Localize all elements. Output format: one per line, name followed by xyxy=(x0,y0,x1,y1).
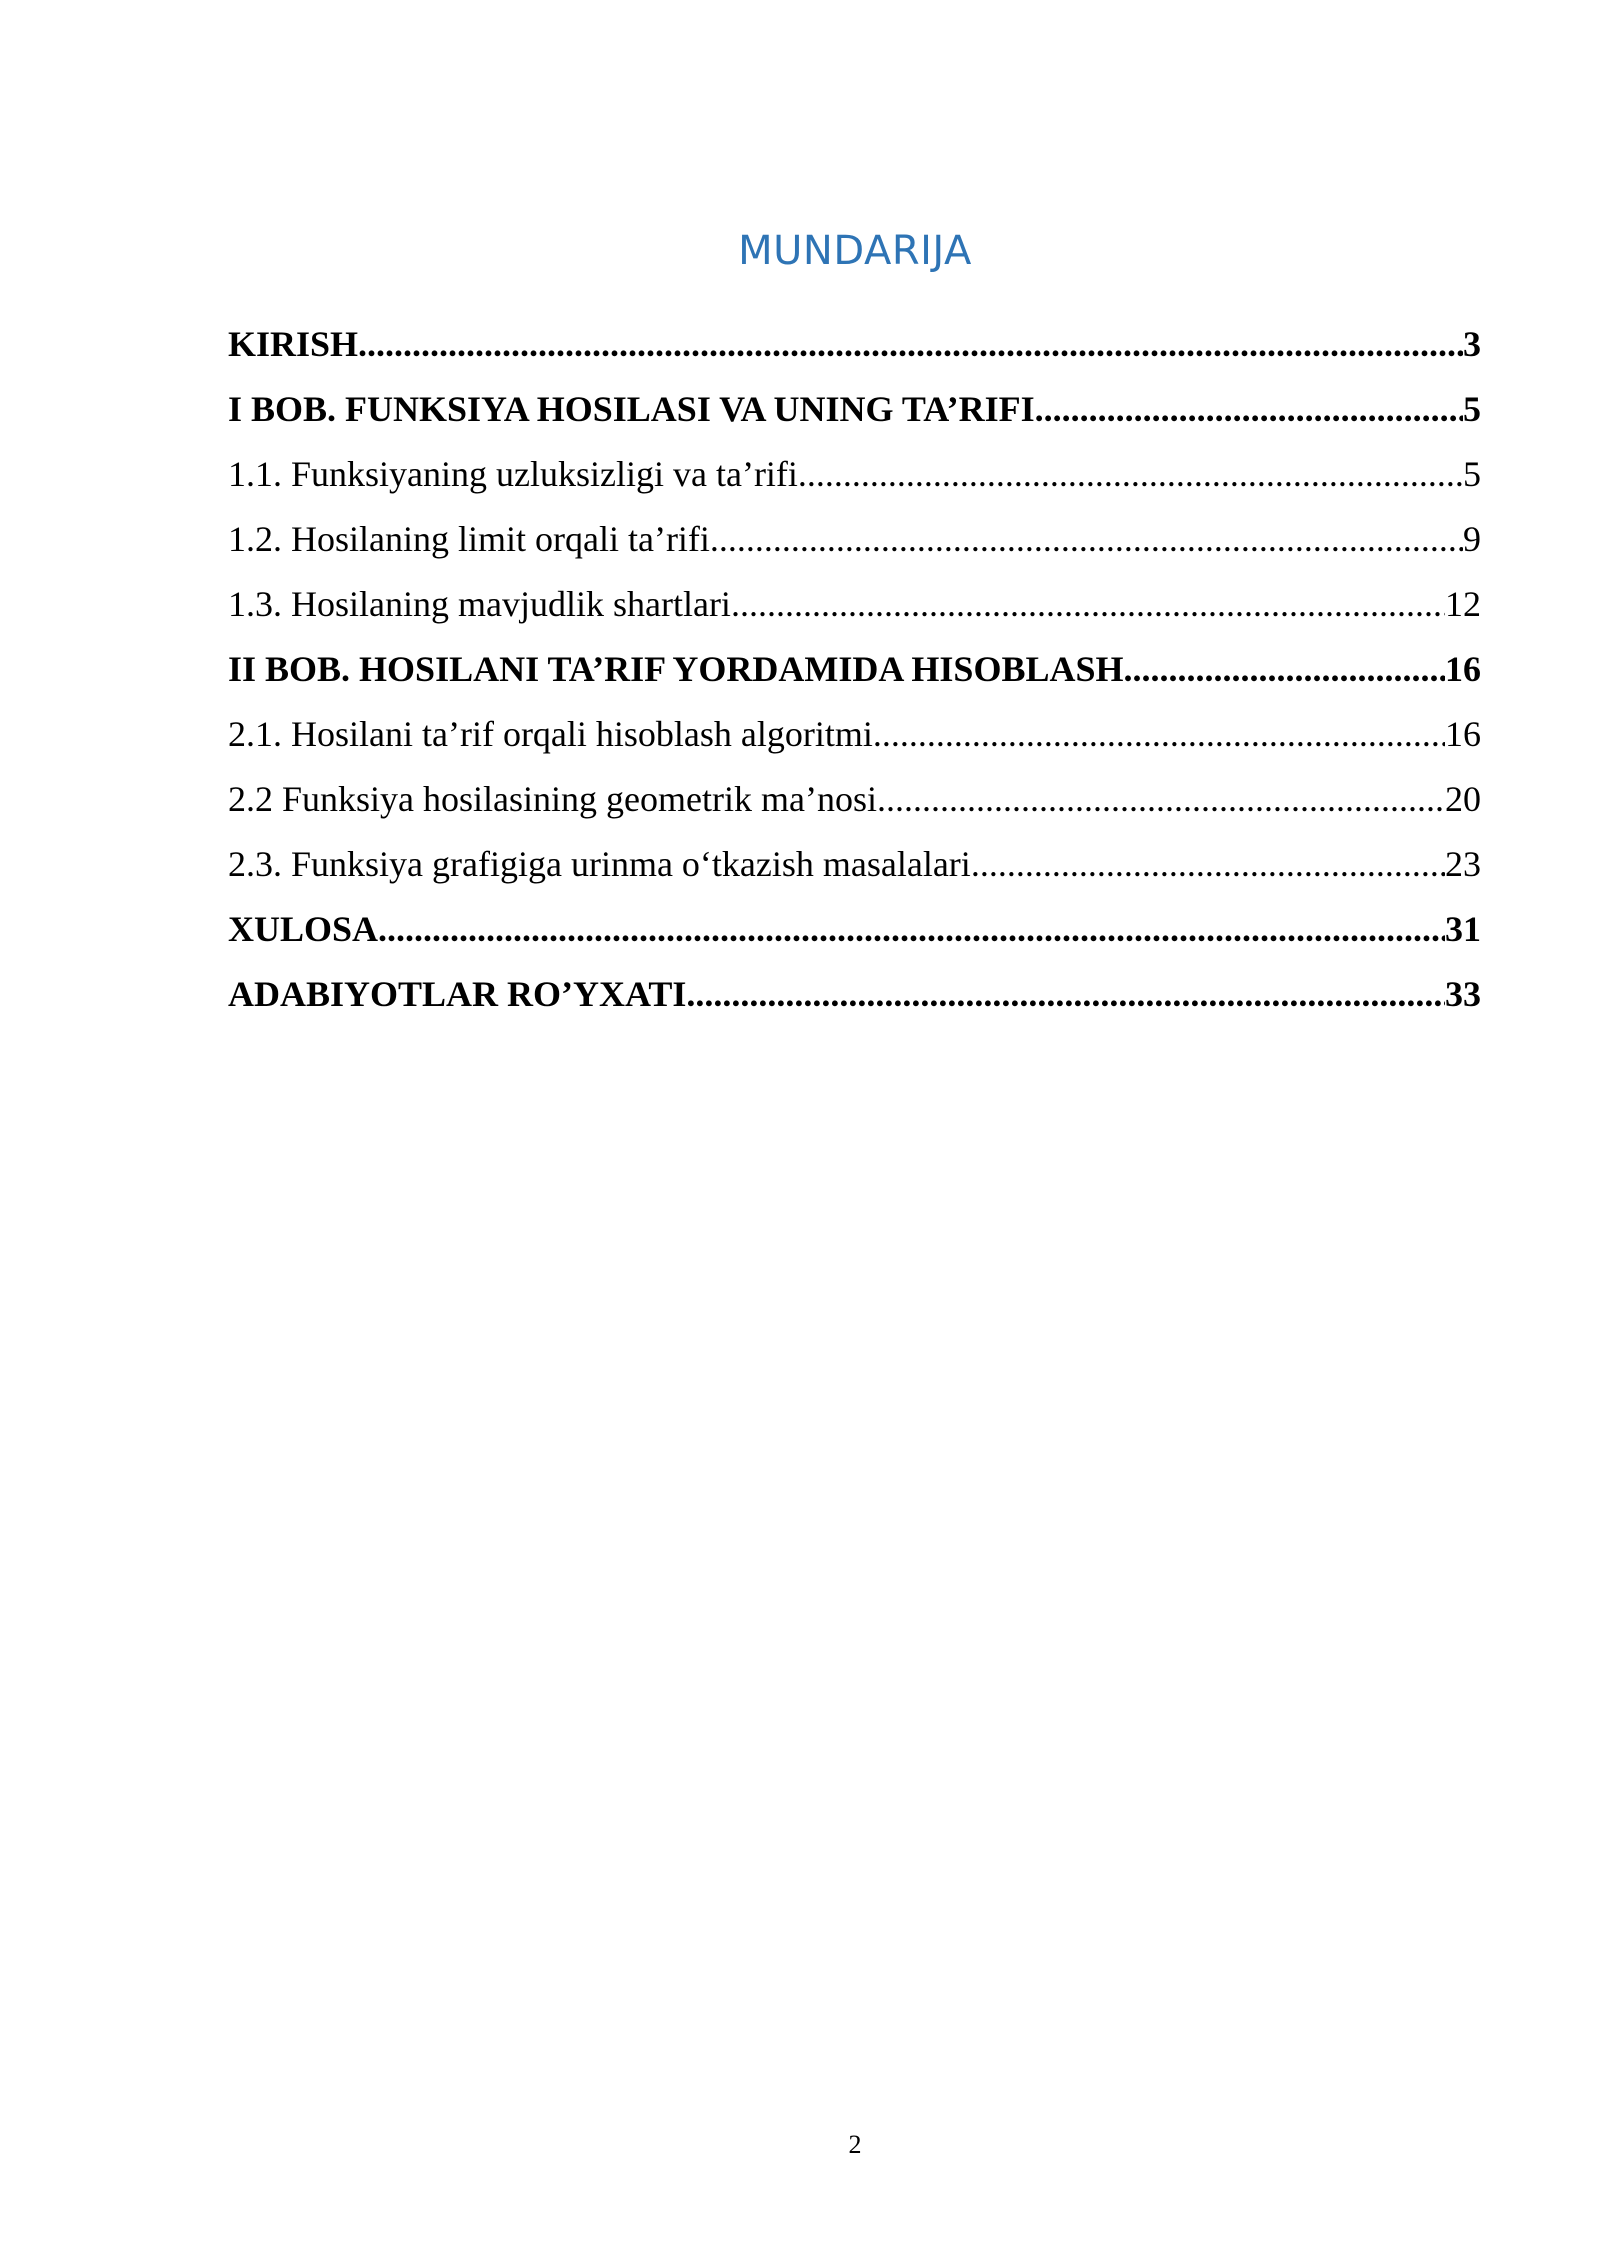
toc-entry[interactable] xyxy=(228,637,1481,702)
toc-entry-page: 20 xyxy=(1445,779,1481,819)
toc-entry[interactable] xyxy=(228,702,1481,767)
toc-entry-label: 2.3. Funksiya grafigiga urinma o‘tkazish masalalari xyxy=(228,844,971,884)
toc-entry-page: 16 xyxy=(1445,714,1481,754)
toc-leader-dots xyxy=(877,767,1445,832)
toc-entry-label: 2.1. Hosilani ta’rif orqali hisoblash algoritmi xyxy=(228,714,873,754)
toc-entry[interactable] xyxy=(228,897,1481,962)
toc-leader-dots xyxy=(710,507,1463,572)
toc-entry[interactable] xyxy=(228,767,1481,832)
toc-entry[interactable] xyxy=(228,962,1481,1027)
toc-entry-label: KIRISH xyxy=(228,324,359,364)
toc-leader-dots xyxy=(1035,377,1463,442)
toc-entry-label: 2.2 Funksiya hosilasining geometrik ma’nosi xyxy=(228,779,877,819)
toc-leader-dots xyxy=(378,897,1445,962)
toc-entry-label: II BOB. HOSILANI TA’RIF YORDAMIDA HISOBLASH xyxy=(228,649,1124,689)
toc-entry-page: 16 xyxy=(1445,649,1481,689)
toc-leader-dots xyxy=(798,442,1463,507)
toc-leader-dots xyxy=(731,572,1445,637)
toc-entry[interactable] xyxy=(228,312,1481,377)
toc-entry-page: 23 xyxy=(1445,844,1481,884)
toc-entry-label: I BOB. FUNKSIYA HOSILASI VA UNING TA’RIFI xyxy=(228,389,1035,429)
toc-entry[interactable] xyxy=(228,832,1481,897)
toc-leader-dots xyxy=(1124,637,1446,702)
toc-heading: MUNDARIJA xyxy=(738,228,972,274)
toc-entry-page: 9 xyxy=(1463,519,1481,559)
toc-entry-page: 5 xyxy=(1463,389,1481,429)
toc-leader-dots xyxy=(873,702,1445,767)
toc-leader-dots xyxy=(971,832,1445,897)
toc-entry[interactable] xyxy=(228,377,1481,442)
toc-entry[interactable] xyxy=(228,442,1481,507)
toc-entry-label: ADABIYOTLAR RO’YXATI xyxy=(228,974,687,1014)
toc-entry-page: 31 xyxy=(1445,909,1481,949)
toc-entry-page: 12 xyxy=(1445,584,1481,624)
toc-entry-page: 3 xyxy=(1463,324,1481,364)
toc-entry[interactable] xyxy=(228,572,1481,637)
table-of-contents xyxy=(228,312,1481,1027)
toc-entry[interactable] xyxy=(228,507,1481,572)
toc-entry-label: XULOSA xyxy=(228,909,379,949)
toc-entry-page: 33 xyxy=(1445,974,1481,1014)
toc-entry-page: 5 xyxy=(1463,454,1481,494)
toc-entry-label: 1.1. Funksiyaning uzluksizligi va ta’rifi xyxy=(228,454,798,494)
toc-entry-label: 1.2. Hosilaning limit orqali ta’rifi xyxy=(228,519,710,559)
toc-leader-dots xyxy=(358,312,1463,377)
toc-entry-label: 1.3. Hosilaning mavjudlik shartlari xyxy=(228,584,731,624)
page-number: 2 xyxy=(848,2130,862,2159)
toc-leader-dots xyxy=(686,962,1445,1027)
